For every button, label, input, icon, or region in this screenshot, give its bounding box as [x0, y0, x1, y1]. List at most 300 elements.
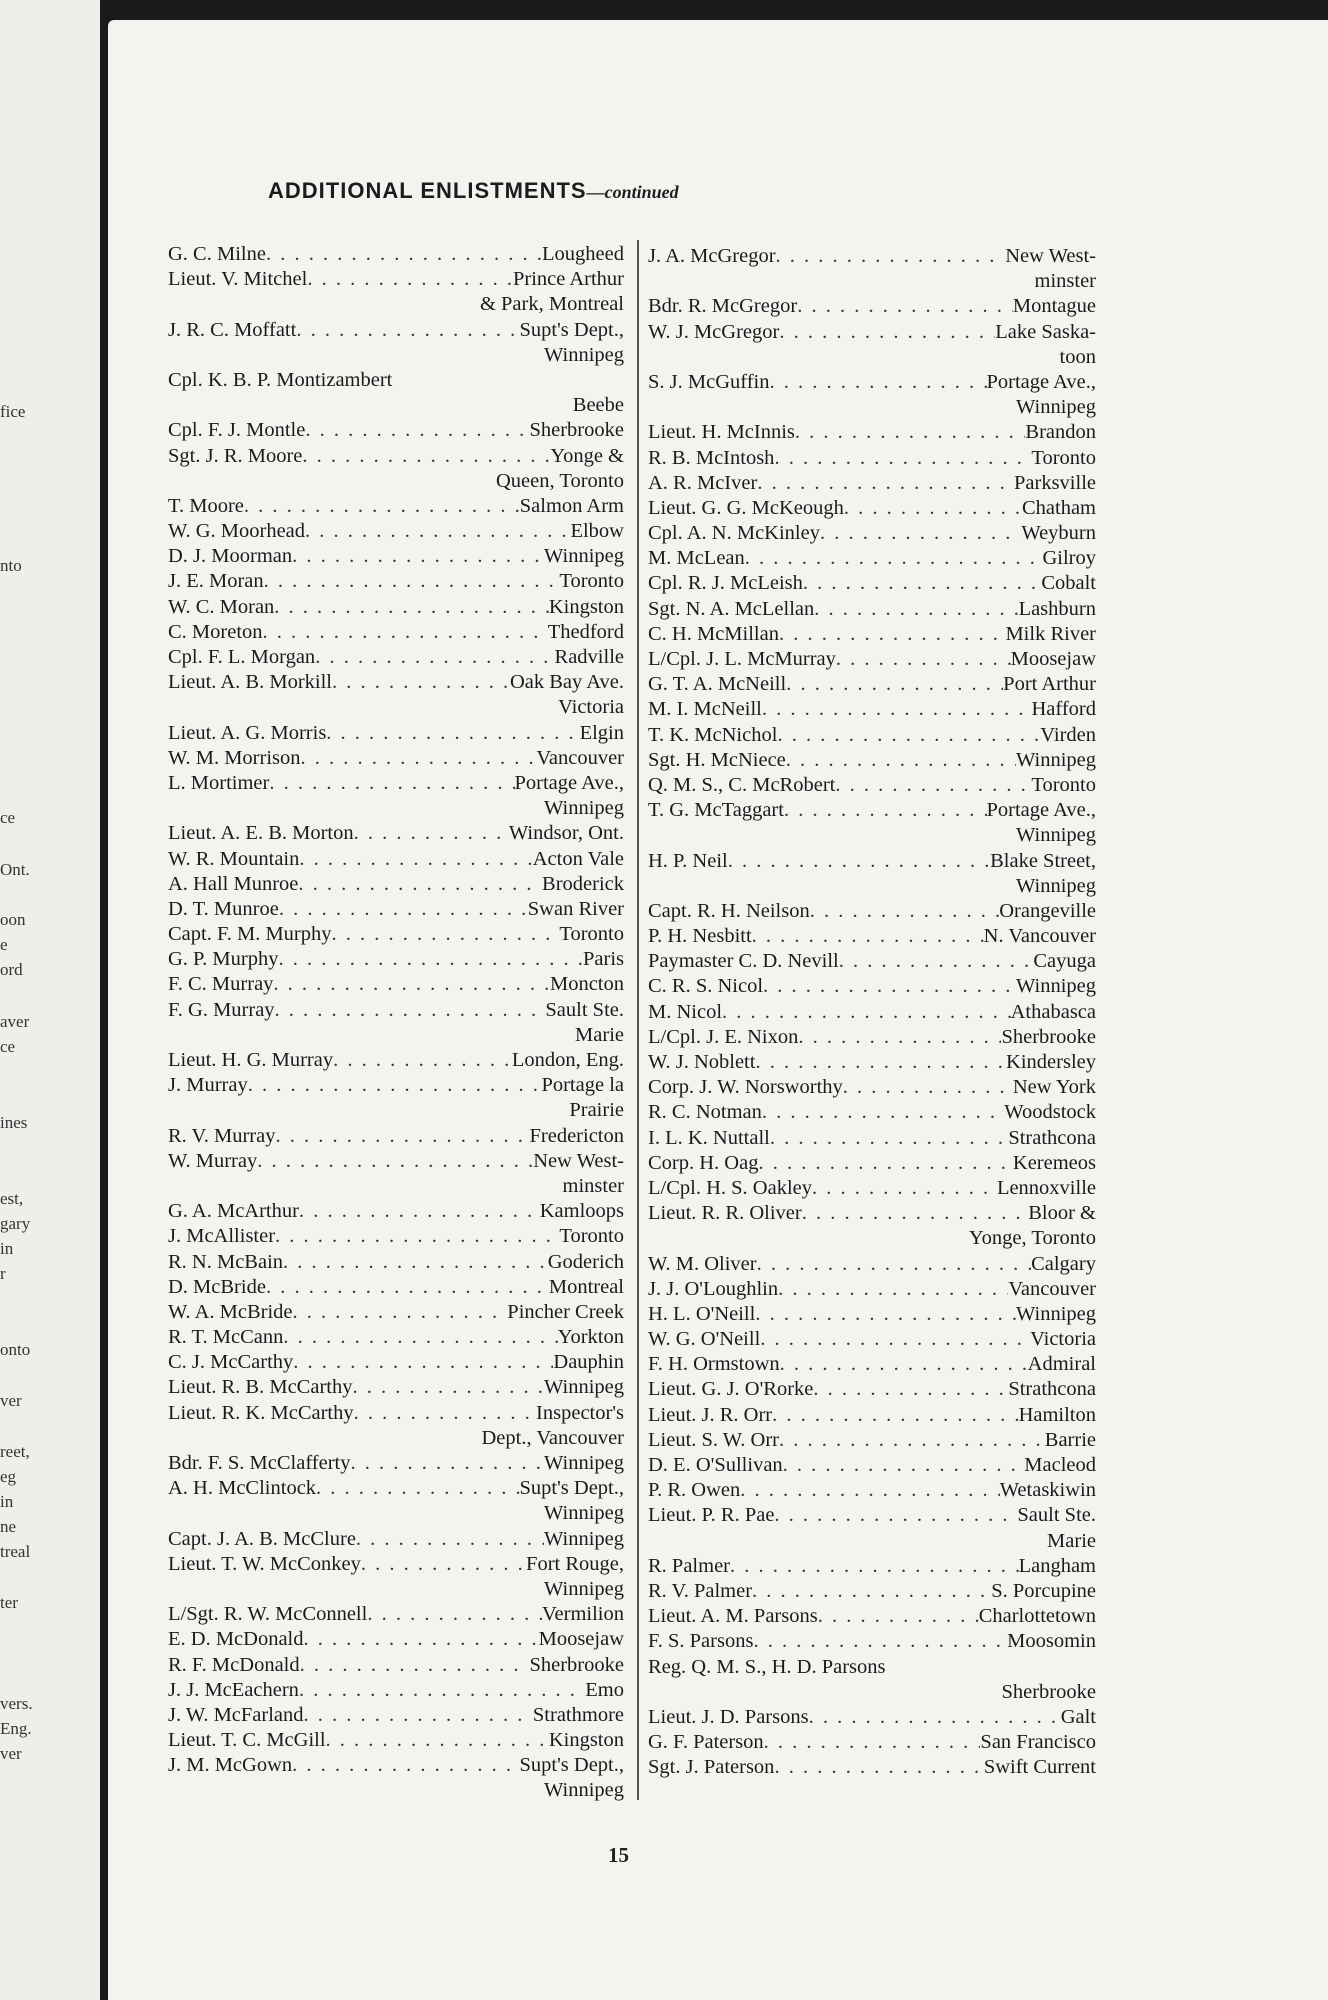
entry-name: W. C. Moran: [168, 595, 275, 618]
entry-place: N. Vancouver: [983, 925, 1096, 948]
dot-leader: [304, 1627, 539, 1652]
entry-place: Vermilion: [542, 1603, 624, 1626]
dot-leader: [795, 420, 1025, 445]
entry-name: R. N. McBain: [168, 1250, 284, 1273]
entry-place: Moncton: [549, 973, 624, 996]
entry-name: T. Moore: [168, 494, 244, 517]
dot-leader: [326, 1728, 549, 1753]
margin-text-fragment: ter: [0, 1593, 18, 1612]
entry-place: Oak Bay Ave.: [509, 671, 624, 694]
dot-leader: [809, 1705, 1061, 1730]
enlistment-entry: [648, 849, 1096, 899]
dot-leader: [299, 1678, 585, 1703]
entry-name: Corp. H. Oag: [648, 1151, 759, 1174]
entry-place: Pincher Creek: [507, 1300, 624, 1323]
enlistment-entry: [168, 1703, 624, 1728]
entry-place: Salmon Arm: [519, 494, 624, 517]
dot-leader: [275, 998, 546, 1023]
entry-name: Lieut. A. M. Parsons: [648, 1605, 818, 1628]
entry-place-continued: Victoria: [558, 696, 624, 719]
enlistment-entry: [168, 1325, 624, 1350]
margin-text-fragment: ord: [0, 960, 23, 979]
entry-place: Sault Ste.: [1017, 1504, 1096, 1527]
entry-name: Q. M. S., C. McRobert: [648, 773, 836, 796]
heading-main: ADDITIONAL ENLISTMENTS: [268, 178, 587, 203]
entry-name: Lieut. H. G. Murray: [168, 1049, 334, 1071]
dot-leader: [763, 974, 1016, 999]
entry-name: Lieut. G. J. O'Rorke: [648, 1378, 814, 1401]
entry-name: Lieut. T. C. McGill: [168, 1729, 326, 1752]
margin-text-fragment: ne: [0, 1517, 17, 1536]
previous-page-edge: [0, 0, 100, 2000]
margin-text-fragment: fice: [0, 402, 26, 421]
dot-leader: [367, 1602, 542, 1627]
margin-text-fragment: gary: [0, 1214, 31, 1233]
entry-place: Elgin: [579, 721, 624, 744]
entry-name: F. S. Parsons: [648, 1630, 754, 1653]
left-column: [168, 242, 624, 1804]
entry-place: Moosomin: [1007, 1630, 1096, 1653]
dot-leader: [354, 821, 509, 846]
entry-place: Brandon: [1025, 421, 1096, 444]
entry-place-continued: Winnipeg: [543, 1779, 624, 1802]
entry-name: H. L. O'Neill: [648, 1302, 756, 1325]
entry-place: Cayuga: [1033, 950, 1096, 973]
entry-name: R. V. Murray: [168, 1124, 276, 1147]
entry-place: Virden: [1040, 723, 1096, 746]
enlistment-entry: [648, 1302, 1096, 1327]
dot-leader: [752, 924, 984, 949]
dot-leader: [797, 294, 1013, 319]
entry-place-continued: Yonge, Toronto: [968, 1227, 1096, 1250]
enlistment-entry: [168, 1149, 624, 1199]
enlistment-entry: [168, 1552, 624, 1602]
dot-leader: [293, 1350, 553, 1375]
enlistment-entry: [648, 1503, 1096, 1553]
margin-text-fragment: nto: [0, 556, 22, 575]
margin-text-fragment: Eng.: [0, 1719, 32, 1738]
enlistment-entry: [648, 1453, 1096, 1478]
entry-name: Cpl. F. J. Montle: [168, 419, 306, 442]
dot-leader: [350, 1451, 543, 1476]
entry-name: D. E. O'Sullivan: [648, 1454, 783, 1476]
entry-place-continued: & Park, Montreal: [479, 293, 624, 316]
entry-name: R. Palmer: [648, 1554, 730, 1577]
enlistment-entry: [648, 1629, 1096, 1654]
dot-leader: [283, 1250, 548, 1275]
entry-name: Sgt. J. R. Moore: [168, 444, 303, 467]
enlistment-entry: [648, 697, 1096, 722]
enlistment-entry: [168, 1753, 624, 1803]
entry-name: R. T. McCann: [168, 1326, 284, 1349]
dot-leader: [332, 922, 560, 947]
entry-name: Lieut. A. G. Morris: [168, 721, 327, 744]
entry-place: Windsor, Ont.: [508, 822, 624, 845]
entry-name: Cpl. A. N. McKinley: [648, 522, 820, 545]
dot-leader: [755, 1302, 1016, 1327]
entry-place: Kingston: [548, 595, 624, 618]
entry-name: L/Cpl. H. S. Oakley: [648, 1176, 812, 1199]
entry-place: Athabasca: [1010, 1000, 1096, 1023]
enlistment-entry: [648, 622, 1096, 647]
entry-place: Dauphin: [553, 1351, 624, 1374]
entry-name: J. E. Moran: [168, 570, 264, 593]
entry-place: Portage la: [541, 1074, 624, 1097]
entry-place: Toronto: [559, 1225, 624, 1248]
dot-leader: [299, 1199, 540, 1224]
page-number: 15: [608, 1843, 629, 1867]
entry-place: Lashburn: [1018, 597, 1096, 620]
entry-name: Sgt. N. A. McLellan: [648, 597, 815, 620]
entry-place-continued: Winnipeg: [543, 1577, 624, 1600]
enlistment-entry: [168, 1048, 624, 1073]
dot-leader: [266, 1275, 549, 1300]
entry-place: Toronto: [559, 923, 624, 946]
enlistment-entry: [648, 320, 1096, 370]
dot-leader: [812, 1176, 997, 1201]
enlistment-entry: [168, 771, 624, 821]
enlistment-entry: [168, 1627, 624, 1652]
entry-name: J. J. O'Loughlin: [648, 1277, 779, 1300]
dot-leader: [352, 1375, 543, 1400]
enlistment-entry: [168, 872, 624, 897]
margin-text-fragment: r: [0, 1264, 6, 1283]
margin-text-fragment: Ont.: [0, 860, 30, 879]
margin-text-fragment: ver: [0, 1391, 22, 1410]
enlistment-entry: [168, 569, 624, 594]
margin-text-fragment: treal: [0, 1542, 31, 1561]
enlistment-entry: [168, 847, 624, 872]
entry-name: D. J. Moorman: [168, 545, 293, 568]
enlistment-entry: [648, 1377, 1096, 1402]
dot-leader: [301, 746, 537, 771]
dot-leader: [354, 1401, 536, 1426]
dot-leader: [802, 1201, 1028, 1226]
entry-place-continued: Prairie: [569, 1099, 624, 1122]
dot-leader: [305, 519, 570, 544]
entry-name: L/Cpl. J. E. Nixon: [648, 1025, 799, 1048]
enlistment-entry: [648, 546, 1096, 571]
enlistment-entry: [648, 1755, 1096, 1780]
entry-name: P. H. Nesbitt: [648, 925, 752, 948]
enlistment-entry: [648, 974, 1096, 999]
dot-leader: [248, 1073, 542, 1098]
enlistment-entry: [168, 444, 624, 494]
enlistment-entry: [648, 773, 1096, 798]
margin-text-fragment: vers.: [0, 1694, 33, 1713]
margin-text-fragment: in: [0, 1239, 14, 1258]
dot-leader: [783, 1453, 1025, 1478]
entry-name: Capt. J. A. B. McClure: [168, 1527, 356, 1550]
enlistment-entry: [648, 1327, 1096, 1352]
entry-place: Winnipeg: [543, 1452, 624, 1474]
enlistment-entry: [648, 1075, 1096, 1100]
dot-leader: [758, 1151, 1012, 1176]
dot-leader: [332, 670, 510, 695]
entry-place: Cobalt: [1041, 572, 1096, 595]
enlistment-entry: [648, 1478, 1096, 1503]
entry-place: Strathcona: [1008, 1126, 1096, 1149]
dot-leader: [813, 1377, 1008, 1402]
entry-name: Lieut. V. Mitchel: [168, 268, 308, 291]
entry-place: Swift Current: [983, 1756, 1096, 1779]
enlistment-entry: [648, 924, 1096, 949]
enlistment-entry: [168, 544, 624, 569]
entry-place: Bloor &: [1028, 1202, 1096, 1225]
entry-place: Orangeville: [999, 899, 1096, 922]
enlistment-entry: [168, 494, 624, 519]
entry-place: Strathmore: [532, 1703, 624, 1726]
entry-place: Blake Street,: [990, 849, 1096, 872]
dot-leader: [279, 947, 584, 972]
enlistment-entry: [168, 1678, 624, 1703]
entry-place: Lennoxville: [996, 1176, 1096, 1199]
enlistment-entry: [168, 318, 624, 368]
entry-name: J. R. C. Moffatt: [168, 318, 297, 341]
entry-place: Victoria: [1030, 1328, 1096, 1351]
dot-leader: [779, 1428, 1045, 1453]
entry-name: E. D. McDonald: [168, 1628, 304, 1651]
entry-name: A. H. McClintock: [168, 1477, 317, 1500]
dot-leader: [244, 494, 520, 519]
entry-name: J. Murray: [168, 1074, 248, 1097]
dot-leader: [777, 723, 1040, 748]
entry-place-continued: toon: [1059, 345, 1096, 368]
entry-place: Winnipeg: [543, 545, 624, 568]
entry-place: Keremeos: [1012, 1151, 1096, 1174]
entry-place-continued: Winnipeg: [543, 1502, 624, 1525]
dot-leader: [779, 622, 1005, 647]
margin-text-fragment: reet,: [0, 1442, 30, 1461]
dot-leader: [774, 446, 1031, 471]
enlistment-entry: [168, 1250, 624, 1275]
margin-text-fragment: ce: [0, 1037, 16, 1056]
enlistment-entry: [648, 1201, 1096, 1251]
dot-leader: [298, 872, 542, 897]
entry-name: A. Hall Munroe: [168, 872, 299, 895]
entry-name: G. P. Murphy: [168, 948, 279, 971]
dot-leader: [304, 1703, 533, 1728]
entry-name: R. F. McDonald: [168, 1653, 300, 1676]
enlistment-entry: [648, 496, 1096, 521]
dot-leader: [275, 1124, 529, 1149]
dot-leader: [315, 645, 554, 670]
entry-place: Port Arthur: [1003, 673, 1096, 696]
dot-leader: [275, 1224, 559, 1249]
enlistment-entry: [168, 721, 624, 746]
entry-place: Fredericton: [529, 1124, 624, 1147]
entry-place: Calgary: [1031, 1252, 1096, 1275]
entry-name: T. K. McNichol: [648, 723, 778, 746]
entry-name: J. J. McEachern: [168, 1678, 299, 1701]
dot-leader: [257, 1149, 533, 1174]
entry-name: S. J. McGuffin: [648, 370, 770, 393]
enlistment-entry: [648, 1604, 1096, 1629]
entry-place: Goderich: [547, 1250, 624, 1273]
entry-place: Woodstock: [1004, 1101, 1096, 1124]
entry-name: W. A. McBride: [168, 1300, 293, 1323]
entry-name: D. T. Munroe: [168, 897, 279, 920]
enlistment-entry: [648, 1000, 1096, 1025]
margin-text-fragment: in: [0, 1492, 14, 1511]
enlistment-entry: [648, 1277, 1096, 1302]
entry-name: M. Nicol: [648, 1000, 723, 1023]
enlistment-entry: [168, 1451, 624, 1476]
dot-leader: [786, 672, 1003, 697]
dot-leader: [803, 571, 1041, 596]
dot-leader: [333, 1048, 512, 1073]
dot-leader: [292, 544, 544, 569]
entry-place: Hamilton: [1018, 1403, 1096, 1426]
dot-leader: [361, 1552, 526, 1577]
entry-name: M. I. McNeill: [648, 698, 762, 721]
enlistment-entry: [648, 1403, 1096, 1428]
dot-leader: [786, 748, 1016, 773]
enlistment-entry: [168, 1728, 624, 1753]
dot-leader: [762, 1100, 1004, 1125]
dot-leader: [722, 1000, 1011, 1025]
entry-place: Toronto: [1031, 773, 1096, 796]
enlistment-entry: [168, 418, 624, 443]
dot-leader: [844, 496, 1022, 521]
enlistment-entry: [648, 647, 1096, 672]
entry-place: Supt's Dept.,: [519, 1754, 624, 1777]
entry-name: Corp. J. W. Norsworthy: [648, 1076, 843, 1099]
column-divider: [637, 240, 639, 1800]
enlistment-entry: [648, 1050, 1096, 1075]
entry-place: Moosejaw: [538, 1628, 624, 1651]
margin-text-fragment: ver: [0, 1744, 22, 1763]
entry-name: C. R. S. Nicol: [648, 975, 764, 998]
dot-leader: [269, 771, 514, 796]
entry-name: W. G. Moorhead: [168, 520, 306, 543]
enlistment-entry: [168, 368, 624, 418]
entry-name: Lieut. R. R. Oliver: [648, 1202, 802, 1225]
enlistment-entry: [648, 471, 1096, 496]
dot-leader: [836, 647, 1011, 672]
enlistment-entry: [168, 1527, 624, 1552]
dot-leader: [274, 595, 549, 620]
entry-place: Montague: [1012, 295, 1096, 318]
enlistment-entry: [168, 1350, 624, 1375]
entry-place: Vancouver: [1008, 1277, 1096, 1300]
entry-place-continued: minster: [1034, 270, 1096, 293]
dot-leader: [760, 1327, 1030, 1352]
entry-name: P. R. Owen: [648, 1479, 741, 1502]
enlistment-entry: [648, 748, 1096, 773]
entry-place: Broderick: [542, 872, 624, 895]
entry-place: Toronto: [559, 570, 624, 593]
entry-place: Supt's Dept.,: [519, 1477, 624, 1500]
dot-leader: [757, 1252, 1032, 1277]
entry-name: L. Mortimer: [168, 771, 270, 794]
dot-leader: [293, 1300, 508, 1325]
entry-place: New West-: [1005, 245, 1096, 267]
enlistment-entry: [648, 1579, 1096, 1604]
enlistment-entry: [168, 1653, 624, 1678]
entry-name: Paymaster C. D. Nevill: [648, 950, 839, 973]
enlistment-entry: [168, 1073, 624, 1123]
entry-place: Acton Vale: [532, 847, 624, 870]
dot-leader: [755, 1050, 1006, 1075]
entry-name: W. Murray: [168, 1149, 258, 1172]
dot-leader: [753, 1629, 1007, 1654]
entry-place: Chatham: [1021, 496, 1096, 519]
entry-place: Radville: [554, 646, 624, 668]
entry-name: Sgt. J. Paterson: [648, 1756, 775, 1779]
entry-name: G. T. A. McNeill: [648, 673, 787, 696]
entry-place: Langham: [1018, 1554, 1096, 1577]
entry-place: Portage Ave.,: [986, 370, 1096, 393]
enlistment-entry: [168, 746, 624, 771]
enlistment-entry: [168, 1401, 624, 1451]
enlistment-entry: [648, 899, 1096, 924]
enlistment-entry: [648, 370, 1096, 420]
entry-name: W. J. Noblett: [648, 1051, 756, 1073]
entry-place: Vancouver: [536, 746, 624, 769]
dot-leader: [296, 318, 519, 343]
enlistment-entry: [168, 645, 624, 670]
entry-place: Sherbrooke: [529, 419, 624, 442]
enlistment-entry: [648, 1126, 1096, 1151]
dot-leader: [283, 1325, 557, 1350]
dot-leader: [810, 899, 1000, 924]
dot-leader: [730, 1554, 1019, 1579]
entry-name: Cpl. K. B. P. Montizambert: [168, 368, 393, 391]
enlistment-entry: [168, 1275, 624, 1300]
entry-place: Lake Saska-: [995, 320, 1096, 343]
entry-place: Hafford: [1031, 698, 1096, 721]
dot-leader: [300, 1653, 530, 1678]
enlistment-entry: [168, 519, 624, 544]
dot-leader: [264, 569, 560, 594]
entry-place-continued: minster: [562, 1174, 624, 1197]
entry-name: Lieut. J. D. Parsons: [648, 1705, 809, 1728]
dot-leader: [835, 773, 1031, 798]
entry-name: G. A. McArthur: [168, 1200, 299, 1223]
entry-name: Cpl. F. L. Morgan: [168, 646, 316, 668]
dot-leader: [764, 1730, 981, 1755]
entry-place: Montreal: [548, 1275, 624, 1298]
heading-continued: —continued: [586, 182, 679, 202]
dot-leader: [263, 620, 548, 645]
enlistment-entry: [168, 1224, 624, 1249]
enlistment-entry: [648, 672, 1096, 697]
entry-name: F. H. Ormstown: [648, 1353, 780, 1376]
enlistment-entry: [648, 446, 1096, 471]
enlistment-entry: [168, 1476, 624, 1526]
entry-place-continued: Beebe: [572, 394, 624, 417]
entry-name: J. M. McGown: [168, 1754, 293, 1777]
entry-name: A. R. McIver: [648, 471, 758, 494]
entry-place: Paris: [583, 948, 624, 971]
entry-place: Parksville: [1014, 471, 1096, 494]
margin-text-fragment: aver: [0, 1012, 30, 1031]
entry-name: Lieut. A. B. Morkill: [168, 671, 332, 694]
enlistment-entry: [648, 1252, 1096, 1277]
margin-text-fragment: ines: [0, 1113, 28, 1132]
entry-place: Sherbrooke: [529, 1653, 624, 1676]
dot-leader: [778, 1277, 1008, 1302]
entry-place: Thedford: [547, 620, 624, 643]
enlistment-entry: [648, 1655, 1096, 1705]
enlistment-entry: [648, 521, 1096, 546]
enlistment-entry: [168, 1375, 624, 1400]
entry-place-continued: Winnipeg: [543, 797, 624, 820]
entry-place-continued: Dept., Vancouver: [481, 1426, 624, 1449]
entry-name: Sgt. H. McNiece: [648, 748, 786, 771]
entry-place: Macleod: [1024, 1454, 1096, 1476]
